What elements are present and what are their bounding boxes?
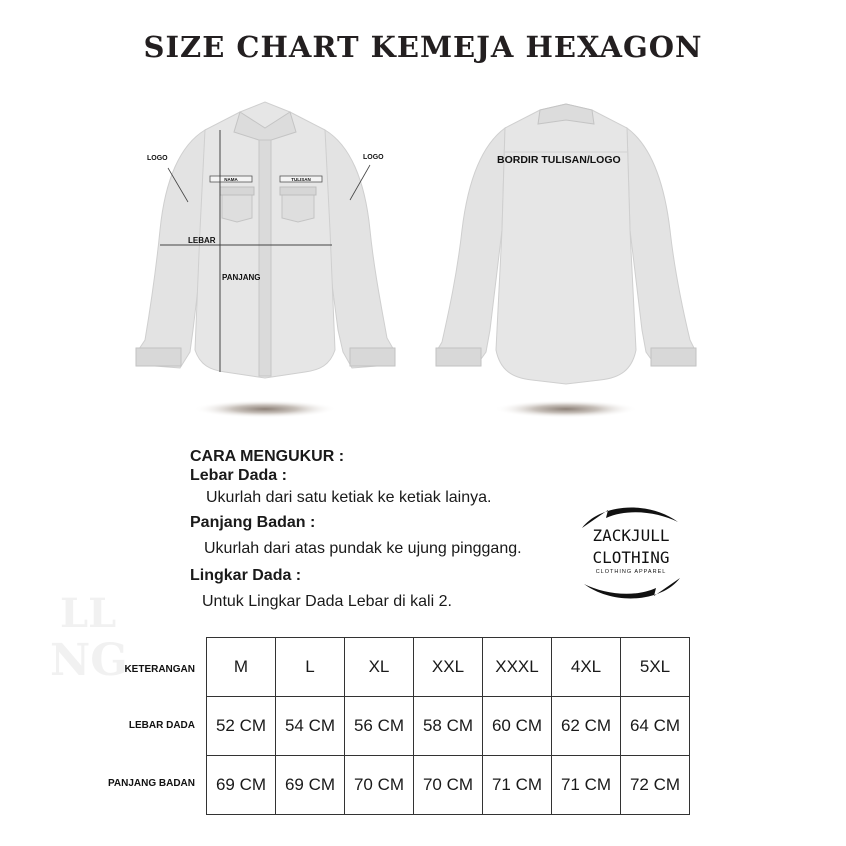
size-table <box>206 637 690 815</box>
nama-tag: NAMA <box>224 177 238 182</box>
table-row-sizes <box>207 638 690 697</box>
logo-right-label: LOGO <box>363 154 384 161</box>
lebar-label: LEBAR <box>188 236 216 245</box>
logo-line1: ZACKJULL <box>592 526 670 545</box>
lingkar-dada-text: Untuk Lingkar Dada Lebar di kali 2. <box>202 593 452 610</box>
front-shirt <box>136 102 395 418</box>
panjang-badan-text: Ukurlah dari atas pundak ke ujung pinggang. <box>204 540 522 557</box>
size-cell: L <box>276 638 345 697</box>
size-cell: XXL <box>414 638 483 697</box>
measure-heading: CARA MENGUKUR : <box>190 448 345 465</box>
row-label-panjang-badan: PANJANG BADAN <box>107 778 195 789</box>
shirt-illustrations <box>0 90 846 430</box>
page-title: SIZE CHART KEMEJA HEXAGON <box>143 30 703 64</box>
panjang-badan-cell: 69 CM <box>207 756 276 815</box>
size-cell: XL <box>345 638 414 697</box>
zackjull-logo <box>578 498 684 608</box>
table-row-panjang-badan <box>207 756 690 815</box>
lebar-dada-cell: 62 CM <box>552 697 621 756</box>
lebar-dada-cell: 54 CM <box>276 697 345 756</box>
back-shirt <box>436 104 696 418</box>
lingkar-dada-label: Lingkar Dada : <box>190 567 302 584</box>
lebar-dada-label: Lebar Dada : <box>190 467 287 484</box>
panjang-badan-cell: 70 CM <box>414 756 483 815</box>
bordir-label: BORDIR TULISAN/LOGO <box>497 154 621 166</box>
row-label-lebar-dada: LEBAR DADA <box>128 720 195 731</box>
logo-line2: CLOTHING <box>592 548 670 567</box>
panjang-badan-cell: 71 CM <box>552 756 621 815</box>
lebar-dada-cell: 52 CM <box>207 697 276 756</box>
lebar-dada-cell: 64 CM <box>621 697 690 756</box>
panjang-badan-cell: 71 CM <box>483 756 552 815</box>
size-cell: 5XL <box>621 638 690 697</box>
size-cell: M <box>207 638 276 697</box>
panjang-label: PANJANG <box>222 273 261 282</box>
size-cell: XXXL <box>483 638 552 697</box>
lebar-dada-cell: 58 CM <box>414 697 483 756</box>
size-cell: 4XL <box>552 638 621 697</box>
faint-watermark: LL NG <box>50 590 128 686</box>
tulisan-tag: TULISAN <box>291 177 311 182</box>
logo-line3: CLOTHING APPAREL <box>595 569 667 575</box>
lebar-dada-cell: 60 CM <box>483 697 552 756</box>
logo-left-label: LOGO <box>147 155 168 162</box>
panjang-badan-cell: 72 CM <box>621 756 690 815</box>
row-label-keterangan: KETERANGAN <box>124 664 195 675</box>
panjang-badan-cell: 70 CM <box>345 756 414 815</box>
lebar-dada-text: Ukurlah dari satu ketiak ke ketiak lainya. <box>206 489 492 506</box>
panjang-badan-label: Panjang Badan : <box>190 514 316 531</box>
lebar-dada-cell: 56 CM <box>345 697 414 756</box>
table-row-lebar-dada <box>207 697 690 756</box>
panjang-badan-cell: 69 CM <box>276 756 345 815</box>
